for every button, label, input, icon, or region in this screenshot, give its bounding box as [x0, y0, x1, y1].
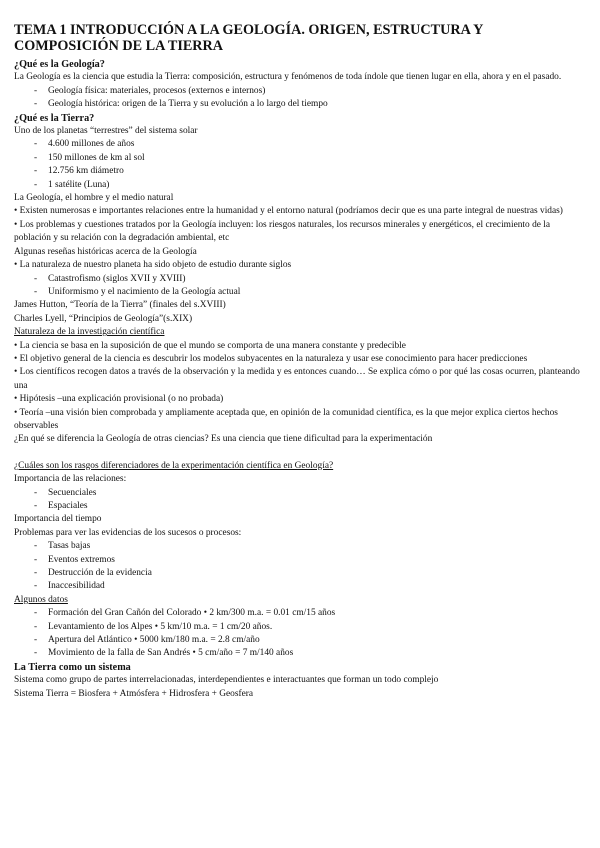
- section-heading-rasgos-diferenciadores: ¿Cuáles son los rasgos diferenciadores de la experimentación científica en Geología?: [14, 460, 334, 471]
- list-item: - Apertura del Atlántico • 5000 km/180 m.a. = 2.8 cm/año: [14, 634, 584, 647]
- paragraph-resenas-historicas: Algunas reseñas históricas acerca de la Geología: [14, 246, 197, 257]
- paragraph-importancia-relaciones: Importancia de las relaciones:: [14, 474, 127, 485]
- list-item: - Tasas bajas: [14, 540, 584, 553]
- section-heading-algunos-datos: Algunos datos: [14, 594, 68, 605]
- list-item: - Catastrofismo (siglos XVII y XVIII): [14, 273, 584, 286]
- list-item: - 12.756 km diámetro: [14, 165, 584, 178]
- list-item: - 150 millones de km al sol: [14, 152, 584, 165]
- list-algunos-datos: [14, 607, 584, 661]
- section-heading-que-es-geologia: ¿Qué es la Geología?: [14, 59, 105, 70]
- bullet-teoria: • Teoría –una visión bien comprobada y ampliamente aceptada que, en opinión de la comunidad científica, es la que mejor explica ciertos hechos observables: [14, 407, 558, 431]
- document-title: TEMA 1 INTRODUCCIÓN A LA GEOLOGÍA. ORIGEN, ESTRUCTURA Y COMPOSICIÓN DE LA TIERRA: [14, 22, 483, 54]
- section-heading-tierra-sistema: La Tierra como un sistema: [14, 661, 131, 673]
- list-item: - Espaciales: [14, 500, 584, 513]
- bullet-cientificos-datos: • Los científicos recogen datos a través de la observación y la medida y es entonces cuando… Se explica cómo o por qué las cosas ocurren, planteando una: [14, 367, 580, 391]
- list-item: - 4.600 millones de años: [14, 138, 584, 151]
- list-item: - Levantamiento de los Alpes • 5 km/10 m.a. = 1 cm/20 años.: [14, 621, 584, 634]
- bullet-hipotesis: • Hipótesis –una explicación provisional (o no probada): [14, 394, 224, 405]
- list-item: - Destrucción de la evidencia: [14, 567, 584, 580]
- bullet-naturaleza-planeta: • La naturaleza de nuestro planeta ha sido objeto de estudio durante siglos: [14, 260, 292, 271]
- list-datos-tierra: [14, 138, 584, 192]
- list-relaciones: [14, 487, 584, 514]
- paragraph-hutton: James Hutton, “Teoría de la Tierra” (finales del s.XVIII): [14, 300, 226, 311]
- list-item: - Secuenciales: [14, 487, 584, 500]
- bullet-ciencia-suposicion: • La ciencia se basa en la suposición de que el mundo se comporta de una manera constante y predecible: [14, 340, 406, 351]
- list-item: - 1 satélite (Luna): [14, 179, 584, 192]
- paragraph-importancia-tiempo: Importancia del tiempo: [14, 514, 102, 525]
- section-heading-investigacion-cientifica: Naturaleza de la investigación científica: [14, 327, 165, 338]
- paragraph-diferencia-geologia: ¿En qué se diferencia la Geología de otras ciencias? Es una ciencia que tiene dificultad para la experimentación: [14, 434, 433, 445]
- list-item: - Formación del Gran Cañón del Colorado • 2 km/300 m.a. = 0.01 cm/15 años: [14, 607, 584, 620]
- list-item: - Uniformismo y el nacimiento de la Geología actual: [14, 286, 584, 299]
- paragraph-lyell: Charles Lyell, “Principios de Geología”(s.XIX): [14, 313, 193, 324]
- paragraph-sistema-tierra: Sistema Tierra = Biosfera + Atmósfera + Hidrosfera + Geosfera: [14, 688, 254, 699]
- paragraph-definicion-geologia: La Geología es la ciencia que estudia la Tierra: composición, estructura y fenómenos de toda índole que tienen lugar en ella, ahora y en el pasado.: [14, 72, 562, 83]
- list-item: - Movimiento de la falla de San Andrés • 5 cm/año = 7 m/140 años: [14, 647, 584, 660]
- bullet-relaciones: • Existen numerosas e importantes relaciones entre la humanidad y el entorno natural (podríamos decir que es una parte integral de nuestras vidas): [14, 206, 563, 217]
- paragraph-sistema-definicion: Sistema como grupo de partes interrelacionadas, interdependientes e interactuantes que forman un todo complejo: [14, 675, 439, 686]
- list-item: - Geología histórica: origen de la Tierra y su evolución a lo largo del tiempo: [14, 98, 584, 111]
- paragraph-problemas-evidencias: Problemas para ver las evidencias de los sucesos o procesos:: [14, 527, 242, 538]
- bullet-objetivo-ciencia: • El objetivo general de la ciencia es descubrir los modelos subyacentes en la naturaleza y usar ese conocimiento para hacer predicciones: [14, 353, 528, 364]
- blank-line: [14, 447, 584, 460]
- list-item: - Geología física: materiales, procesos (externos e internos): [14, 85, 584, 98]
- list-teorias-historicas: [14, 273, 584, 300]
- list-item: - Inaccesibilidad: [14, 580, 584, 593]
- list-ramas-geologia: [14, 85, 584, 112]
- paragraph-geologia-hombre: La Geología, el hombre y el medio natural: [14, 193, 174, 204]
- section-heading-que-es-tierra: ¿Qué es la Tierra?: [14, 112, 95, 124]
- list-problemas: [14, 540, 584, 594]
- bullet-problemas: • Los problemas y cuestiones tratados por la Geología incluyen: los riesgos naturales, los recursos minerales y energéticos, el crecimiento de la población y su relación con la degradación ambiental, etc: [14, 219, 551, 244]
- paragraph-tierra-intro: Uno de los planetas “terrestres” del sistema solar: [14, 126, 198, 137]
- list-item: - Eventos extremos: [14, 554, 584, 567]
